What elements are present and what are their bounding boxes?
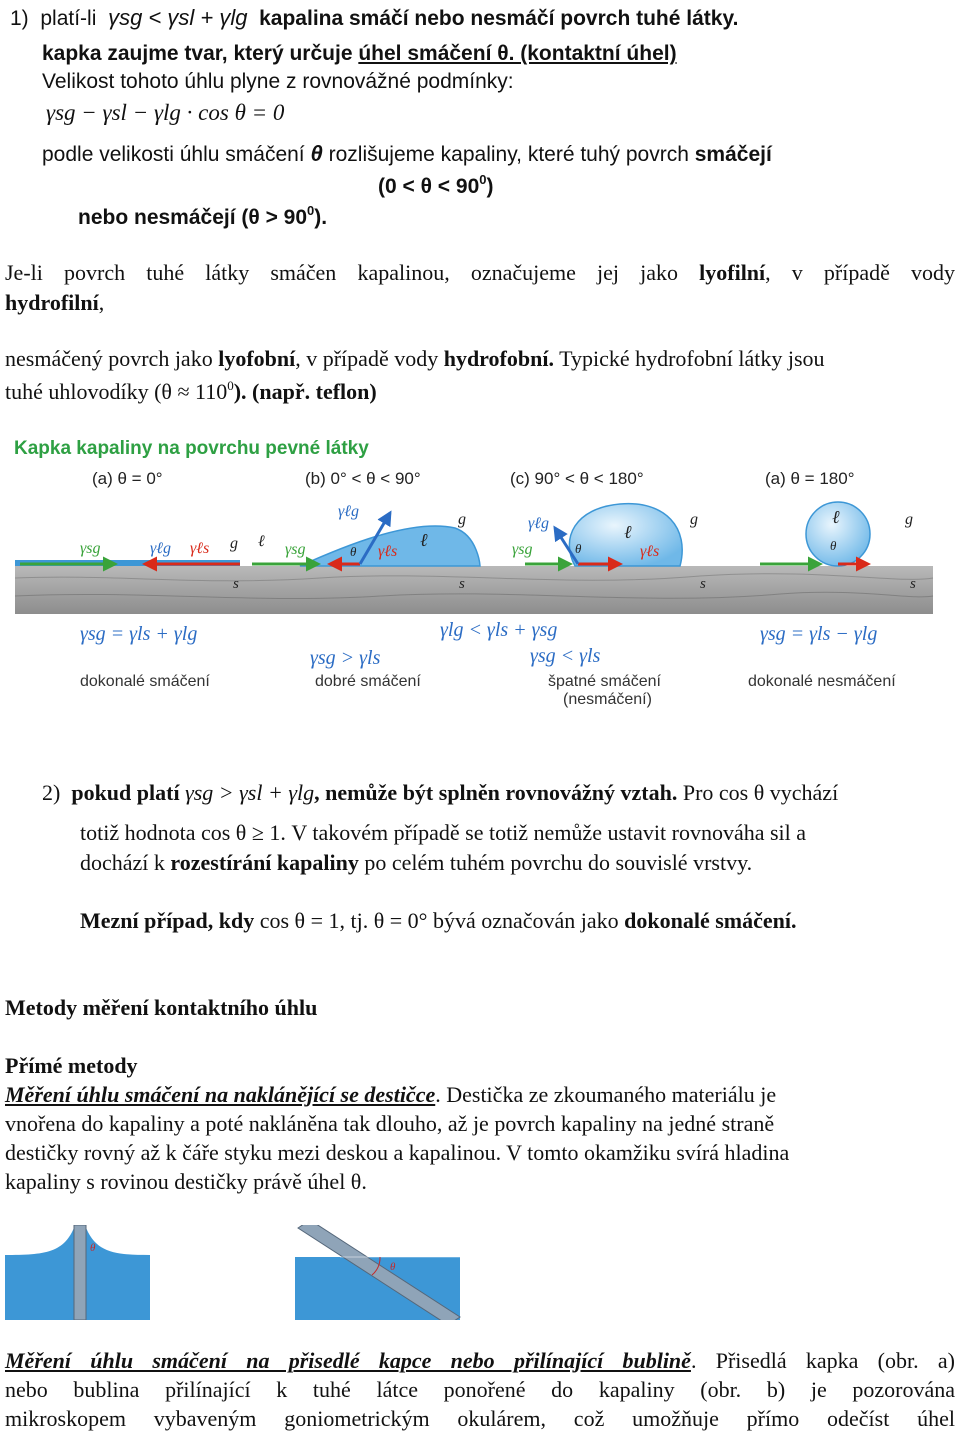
- theta-left: θ: [90, 1242, 96, 1254]
- gamma-ls-c: γℓs: [640, 543, 660, 560]
- lyophilic-text: Je-li povrch tuhé látky smáčen kapalinou, označujeme jej jako: [5, 260, 678, 285]
- equilibrium-equation: γsg − γsl − γlg · cos θ = 0: [46, 100, 285, 125]
- hydrophobic-term: hydrofobní.: [443, 346, 554, 371]
- tilting-plate-figure: [0, 1225, 470, 1320]
- wetting-angle-text: podle velikosti úhlu smáčení: [42, 143, 305, 166]
- section2-cos-text: Pro cos θ vychází: [682, 780, 839, 805]
- contact-angle-definition: úhel smáčení θ. (kontaktní úhel): [358, 42, 677, 65]
- panel-d-equation: γsg = γls − γlg: [760, 623, 878, 645]
- panel-a-caption: dokonalé smáčení: [80, 673, 210, 690]
- teflon-example: ). (např. teflon): [233, 379, 377, 404]
- method1-line2: vnořena do kapaliny a poté nakláněna tak dlouho, až je povrch kapaliny na jedné straně: [5, 1111, 775, 1136]
- symbol-s-c: s: [700, 576, 706, 592]
- lyophilic-paragraph-line2: [5, 290, 104, 316]
- symbol-g-c: g: [690, 511, 698, 528]
- liquid-left: [5, 1225, 75, 1320]
- panel-d-label: (a) θ = 180°: [765, 469, 855, 488]
- lyophobic-paragraph-line1: [5, 346, 825, 372]
- gamma-lg-c: γℓg: [528, 515, 549, 532]
- section1-line5: [42, 141, 772, 167]
- section1-number: 1): [10, 7, 29, 30]
- gamma-sg-c: γsg: [512, 541, 533, 558]
- symbol-l-c: ℓ: [624, 522, 632, 542]
- method2-text: . Přisedlá kapka (obr. a): [690, 1348, 955, 1373]
- lyophilic-water-text: , v případě vody: [765, 260, 956, 285]
- nonwetting-line: [78, 203, 327, 230]
- section1-line3: Velikost tohoto úhlu plyne z rovnovážné podmínky:: [42, 70, 514, 93]
- symbol-g-a: g: [230, 535, 238, 552]
- symbol-s-b: s: [459, 576, 465, 592]
- theta-b: θ: [350, 544, 357, 559]
- section2-line1: [42, 780, 838, 806]
- panel-a-label: (a) θ = 0°: [92, 469, 163, 488]
- lyophilic-term: lyofilní: [699, 260, 766, 285]
- symbol-s-a: s: [233, 576, 239, 592]
- methods-heading: Metody měření kontaktního úhlu: [5, 995, 318, 1020]
- symbol-l-a: ℓ: [258, 533, 265, 550]
- solid-surface: [15, 566, 933, 614]
- method2-line1: [5, 1348, 955, 1374]
- panel-c-caption: špatné smáčení: [548, 673, 661, 690]
- panel-c-equation-2: γsg < γls: [530, 645, 601, 667]
- wetting-range-end: ): [486, 175, 494, 198]
- method2-line2: nebo bublina přilínající k tuhé látce ponořené do kapaliny (obr. b) je pozorována: [5, 1377, 955, 1402]
- lyophobic-water-text: , v případě vody: [295, 346, 439, 371]
- gamma-sg-a: γsg: [80, 540, 101, 557]
- theta-right: θ: [390, 1261, 396, 1273]
- limit-case-lead: Mezní případ, kdy: [80, 908, 255, 933]
- theta-c: θ: [575, 541, 582, 556]
- section2-formula: γsg > γsl + γlg: [185, 780, 315, 805]
- symbol-l-d: ℓ: [832, 507, 840, 527]
- nonwetting-text: nebo nesmáčejí (θ > 90: [78, 206, 308, 229]
- panel-b-equation: γsg > γls: [310, 647, 381, 669]
- section1-statement: kapalina smáčí nebo nesmáčí povrch tuhé látky.: [259, 7, 739, 30]
- panel-b-caption: dobré smáčení: [315, 673, 421, 690]
- section2-number: 2): [42, 780, 61, 805]
- degree-sup: 0: [227, 378, 234, 393]
- symbol-s-d: s: [910, 576, 916, 592]
- section2-statement: , nemůže být splněn rovnovážný vztah.: [314, 780, 678, 805]
- section1-line1: [10, 5, 738, 31]
- method1-line3: destičky rovný až k čáře styku mezi deskou a kapalinou. V tomto okamžiku svírá hladina: [5, 1140, 790, 1165]
- method1-line1: [5, 1082, 776, 1108]
- section2-line3: [80, 850, 752, 876]
- figure-title: Kapka kapaliny na povrchu pevné látky: [14, 438, 369, 459]
- theta-d: θ: [830, 538, 837, 553]
- panel-b-label: (b) 0° < θ < 90°: [305, 469, 421, 488]
- degree-sup: 0: [479, 172, 487, 187]
- panel-c-label: (c) 90° < θ < 180°: [510, 469, 644, 488]
- method2-line3: mikroskopem vybaveným goniometrickým okulárem, což umožňuje přímo odečíst úhel: [5, 1406, 955, 1431]
- vertical-plate: [74, 1225, 86, 1320]
- gamma-lg-a: γℓg: [150, 540, 171, 557]
- method1-title: Měření úhlu smáčení na naklánějící se destičce: [5, 1082, 436, 1107]
- section1-condition-formula: γsg < γsl + γlg: [108, 5, 248, 30]
- wetting-range: [378, 172, 493, 199]
- symbol-l-b: ℓ: [420, 530, 428, 550]
- section2-lead: pokud platí: [71, 780, 180, 805]
- theta-symbol: θ: [310, 141, 323, 166]
- panel-a-equation: γsg = γls + γlg: [80, 623, 198, 645]
- comma: ,: [98, 290, 105, 315]
- panel-d-caption: dokonalé nesmáčení: [748, 673, 896, 690]
- gamma-ls-a: γℓs: [190, 540, 210, 557]
- spreading-rest: po celém tuhém povrchu do souvislé vrstvy.: [364, 850, 753, 875]
- symbol-g-b: g: [458, 511, 466, 528]
- panel-c-equation: γlg < γls + γsg: [440, 619, 558, 641]
- spreading-term: rozestírání kapaliny: [170, 850, 359, 875]
- drop-shape-text: kapka zaujme tvar, který určuje: [42, 42, 353, 65]
- method1-line4: kapaliny s rovinou destičky právě úhel θ.: [5, 1169, 367, 1194]
- wetting-range-text: (0 < θ < 90: [378, 175, 480, 198]
- symbol-g-d: g: [905, 511, 913, 528]
- perfect-wetting-term: dokonalé smáčení.: [624, 908, 797, 933]
- direct-methods-heading: Přímé metody: [5, 1053, 138, 1078]
- hydrophilic-term: hydrofilní: [5, 290, 99, 315]
- lyophobic-text: nesmáčený povrch jako: [5, 346, 213, 371]
- gamma-sg-b: γsg: [285, 541, 306, 558]
- wetting-figure: [0, 428, 960, 728]
- method2-title: Měření úhlu smáčení na přisedlé kapce nebo přilínající bublině: [5, 1348, 691, 1373]
- lyophobic-term: lyofobní: [218, 346, 296, 371]
- degree-sup: 0: [307, 203, 315, 218]
- limit-case-text: cos θ = 1, tj. θ = 0° bývá označován jako: [259, 908, 619, 933]
- lyophobic-paragraph-line2: [5, 378, 377, 405]
- gamma-lg-b: γℓg: [338, 503, 359, 520]
- panel-c-caption-2: (nesmáčení): [563, 691, 652, 708]
- spreading-lead: dochází k: [80, 850, 165, 875]
- lyophilic-paragraph-line1: [5, 260, 955, 286]
- section1-lead: platí-li: [40, 7, 97, 30]
- section2-line2: totiž hodnota cos θ ≥ 1. V takovém případě se totiž nemůže ustavit rovnováha sil a: [80, 820, 807, 845]
- nonwetting-end: ).: [314, 206, 328, 229]
- section2-line4: [80, 908, 797, 934]
- hydrocarbon-text: tuhé uhlovodíky (θ ≈ 110: [5, 379, 228, 404]
- section1-line2: [42, 42, 677, 66]
- gamma-ls-b: γℓs: [378, 543, 398, 560]
- wetting-classification-text: rozlišujeme kapaliny, které tuhý povrch: [328, 143, 689, 166]
- hydrophobic-examples-text: Typické hydrofobní látky jsou: [559, 346, 825, 371]
- wet-label: smáčejí: [694, 143, 772, 166]
- method1-text: . Destička ze zkoumaného materiálu je: [435, 1082, 777, 1107]
